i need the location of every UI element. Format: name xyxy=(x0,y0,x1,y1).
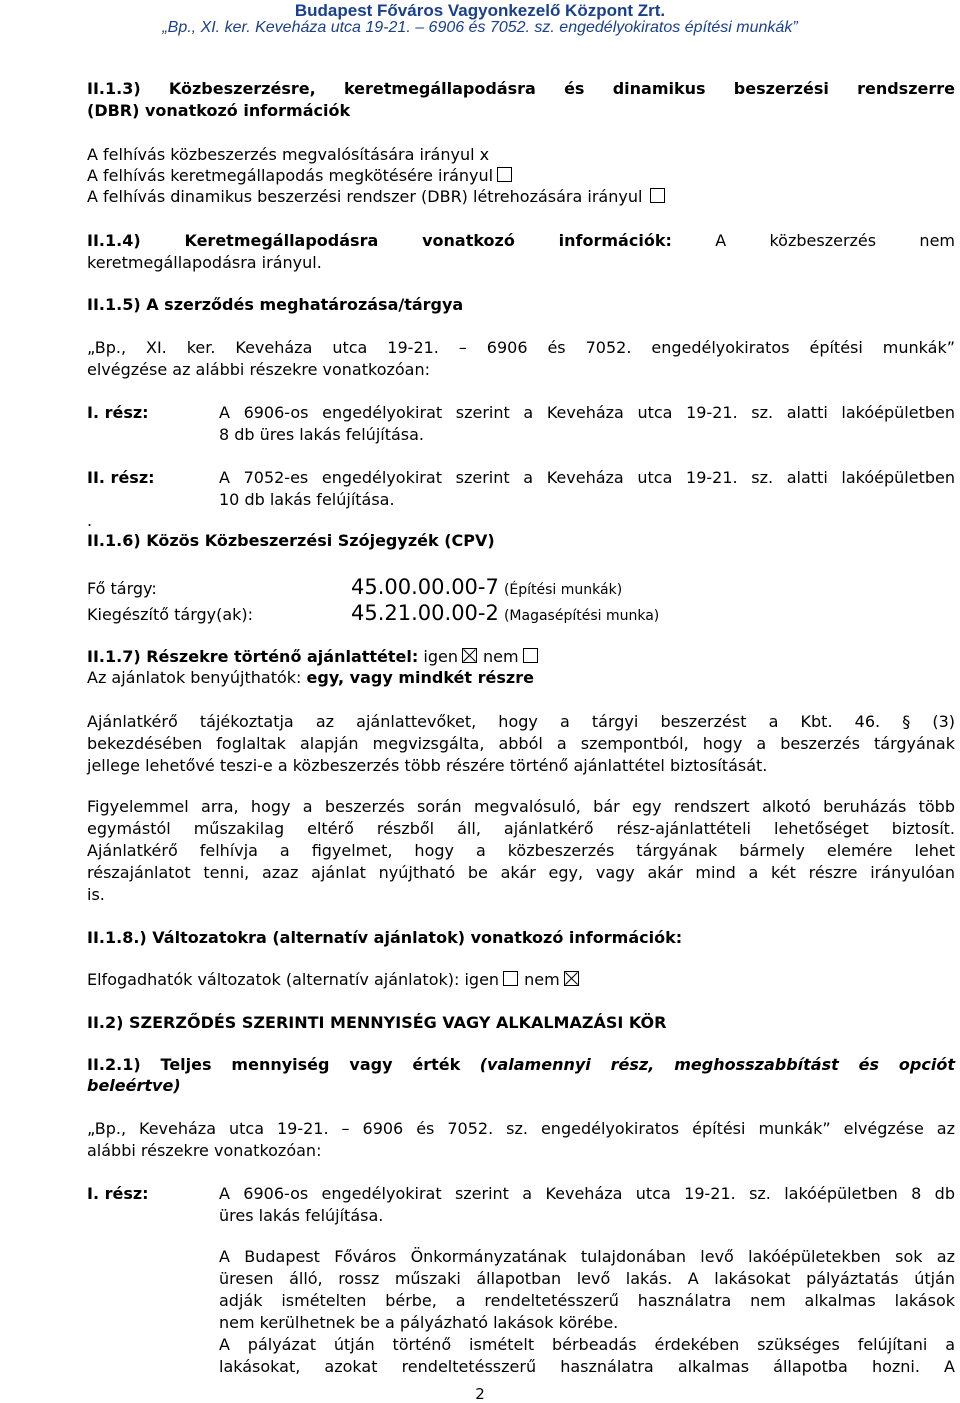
checkbox-empty-icon xyxy=(497,167,512,182)
section-121-para-line5: A pályázat útján történő ismételt bérbeadás érdekében szükséges felújítani a xyxy=(219,1335,955,1354)
section-116-heading: II.1.6) Közös Közbeszerzési Szójegyzék (CPV) xyxy=(87,531,495,550)
section-115-intro-line2: elvégzése az alábbi részekre vonatkozóan: xyxy=(87,360,431,379)
section-121-heading-line1: II.2.1) Teljes mennyiség vagy érték (valamennyi rész, meghosszabbítást és opciót xyxy=(87,1055,955,1074)
cpv-main-label: Fő tárgy: xyxy=(87,579,157,598)
section-121-para-line4: nem kerülhetnek be a pályázható lakások körébe. xyxy=(219,1313,619,1332)
section-117-para2-line1: Figyelemmel arra, hogy a beszerzés során megvalósuló, bár egy rendszert alkotó beruházás több xyxy=(87,797,955,816)
header-organization: Budapest Főváros Vagyonkezelő Központ Zrt. xyxy=(294,1,666,20)
section-121-part-line2: üres lakás felújítása. xyxy=(219,1206,384,1225)
part-2-line1: A 7052-es engedélyokirat szerint a Keveháza utca 19-21. sz. alatti lakóépületben xyxy=(219,468,955,487)
section-113-title-line1: II.1.3) Közbeszerzésre, keretmegállapodásra és dinamikus beszerzési rendszerre xyxy=(87,79,955,98)
section-121-part-line1: A 6906-os engedélyokirat szerint a Keveháza utca 19-21. sz. lakóépületben 8 db xyxy=(219,1184,955,1203)
part-1-line2: 8 db üres lakás felújítása. xyxy=(219,425,425,444)
section-117-para2-line4: részajánlatot tenni, azaz ajánlat nyújtható be akár egy, vagy akár mind a két részre irányulóan xyxy=(87,863,955,882)
page-number: 2 xyxy=(475,1385,485,1403)
section-121-para-line3: adják ismételten bérbe, a rendeltetésszerű használatra nem alkalmas lakások xyxy=(219,1291,955,1310)
checkbox-checked-icon xyxy=(564,971,579,986)
section-118-line: Elfogadhatók változatok (alternatív ajánlatok): igen nem xyxy=(87,969,579,991)
section-117-heading: II.1.7) Részekre történő ajánlattétel: igen nem xyxy=(87,646,538,668)
section-113-line1: A felhívás közbeszerzés megvalósítására irányul x xyxy=(87,145,490,164)
header-project-title: „Bp., XI. ker. Keveháza utca 19-21. – 6906 és 7052. sz. engedélyokiratos építési munkák” xyxy=(162,19,798,36)
checkbox-checked-icon xyxy=(462,648,477,663)
section-115-intro-line1: „Bp., XI. ker. Keveháza utca 19-21. – 6906 és 7052. engedélyokiratos építési munkák” xyxy=(87,338,955,357)
cpv-main-code: 45.00.00.00-7 (Építési munkák) xyxy=(351,575,623,599)
part-1-line1: A 6906-os engedélyokirat szerint a Keveháza utca 19-21. sz. alatti lakóépületben xyxy=(219,403,955,422)
section-12-heading: II.2) SZERZŐDÉS SZERINTI MENNYISÉG VAGY ALKALMAZÁSI KÖR xyxy=(87,1013,667,1032)
section-117-submit-line: Az ajánlatok benyújthatók: egy, vagy mindkét részre xyxy=(87,668,534,687)
section-114-line2: keretmegállapodásra irányul. xyxy=(87,253,322,272)
section-117-para2-line3: Ajánlatkérő felhívja a figyelmet, hogy a közbeszerzés tárgyának bármely elemére lehet xyxy=(87,841,955,860)
section-121-para-line1: A Budapest Főváros Önkormányzatának tulajdonában levő lakóépületekben sok az xyxy=(219,1247,955,1266)
section-121-intro-line1: „Bp., Keveháza utca 19-21. – 6906 és 7052. sz. engedélyokiratos építési munkák” elvégzése az xyxy=(87,1119,955,1138)
section-117-para1-line1: Ajánlatkérő tájékoztatja az ajánlattevőket, hogy a tárgyi beszerzést a Kbt. 46. § (3) xyxy=(87,712,955,731)
checkbox-empty-icon xyxy=(523,648,538,663)
section-117-para2-line5: is. xyxy=(87,885,105,904)
section-121-heading-line2: beleértve) xyxy=(87,1076,181,1095)
cpv-supplementary-label: Kiegészítő tárgy(ak): xyxy=(87,605,254,624)
checkbox-empty-icon xyxy=(650,188,665,203)
section-115-heading: II.1.5) A szerződés meghatározása/tárgya xyxy=(87,295,464,314)
section-117-para2-line2: egymástól műszakilag eltérő részből áll, ajánlatkérő rész-ajánlattételi lehetőséget biztosít. xyxy=(87,819,955,838)
section-121-para-line2: üresen álló, rossz műszaki állapotban levő lakás. A lakásokat pályáztatás útján xyxy=(219,1269,955,1288)
section-121-para-line6: lakásokat, azokat rendeltetésszerű használatra alkalmas állapotba hozni. A xyxy=(219,1357,955,1376)
section-113-line2: A felhívás keretmegállapodás megkötésére irányul xyxy=(87,165,512,187)
section-121-intro-line2: alábbi részekre vonatkozóan: xyxy=(87,1141,322,1160)
part-2-line2: 10 db lakás felújítása. xyxy=(219,490,395,509)
section-114-line1: II.1.4) Keretmegállapodásra vonatkozó információk: A közbeszerzés nem xyxy=(87,231,956,250)
section-118-heading: II.1.8.) Változatokra (alternatív ajánlatok) vonatkozó információk: xyxy=(87,928,683,947)
part-1-label: I. rész: xyxy=(87,403,149,422)
stray-dot: . xyxy=(87,511,93,530)
section-117-para1-line2: bekezdésében foglaltak alapján megvizsgálta, abból a szempontból, hogy a beszerzés tárgyának xyxy=(87,734,955,753)
section-117-para1-line3: jellege lehetővé teszi-e a közbeszerzés több részére történő ajánlattétel biztosítását. xyxy=(87,756,768,775)
section-113-title-line2: (DBR) vonatkozó információk xyxy=(87,101,351,120)
checkbox-empty-icon xyxy=(503,971,518,986)
section-121-part-label: I. rész: xyxy=(87,1184,149,1203)
cpv-supplementary-code: 45.21.00.00-2 (Magasépítési munka) xyxy=(351,601,660,625)
part-2-label: II. rész: xyxy=(87,468,155,487)
section-113-line3: A felhívás dinamikus beszerzési rendszer (DBR) létrehozására irányul xyxy=(87,186,665,208)
